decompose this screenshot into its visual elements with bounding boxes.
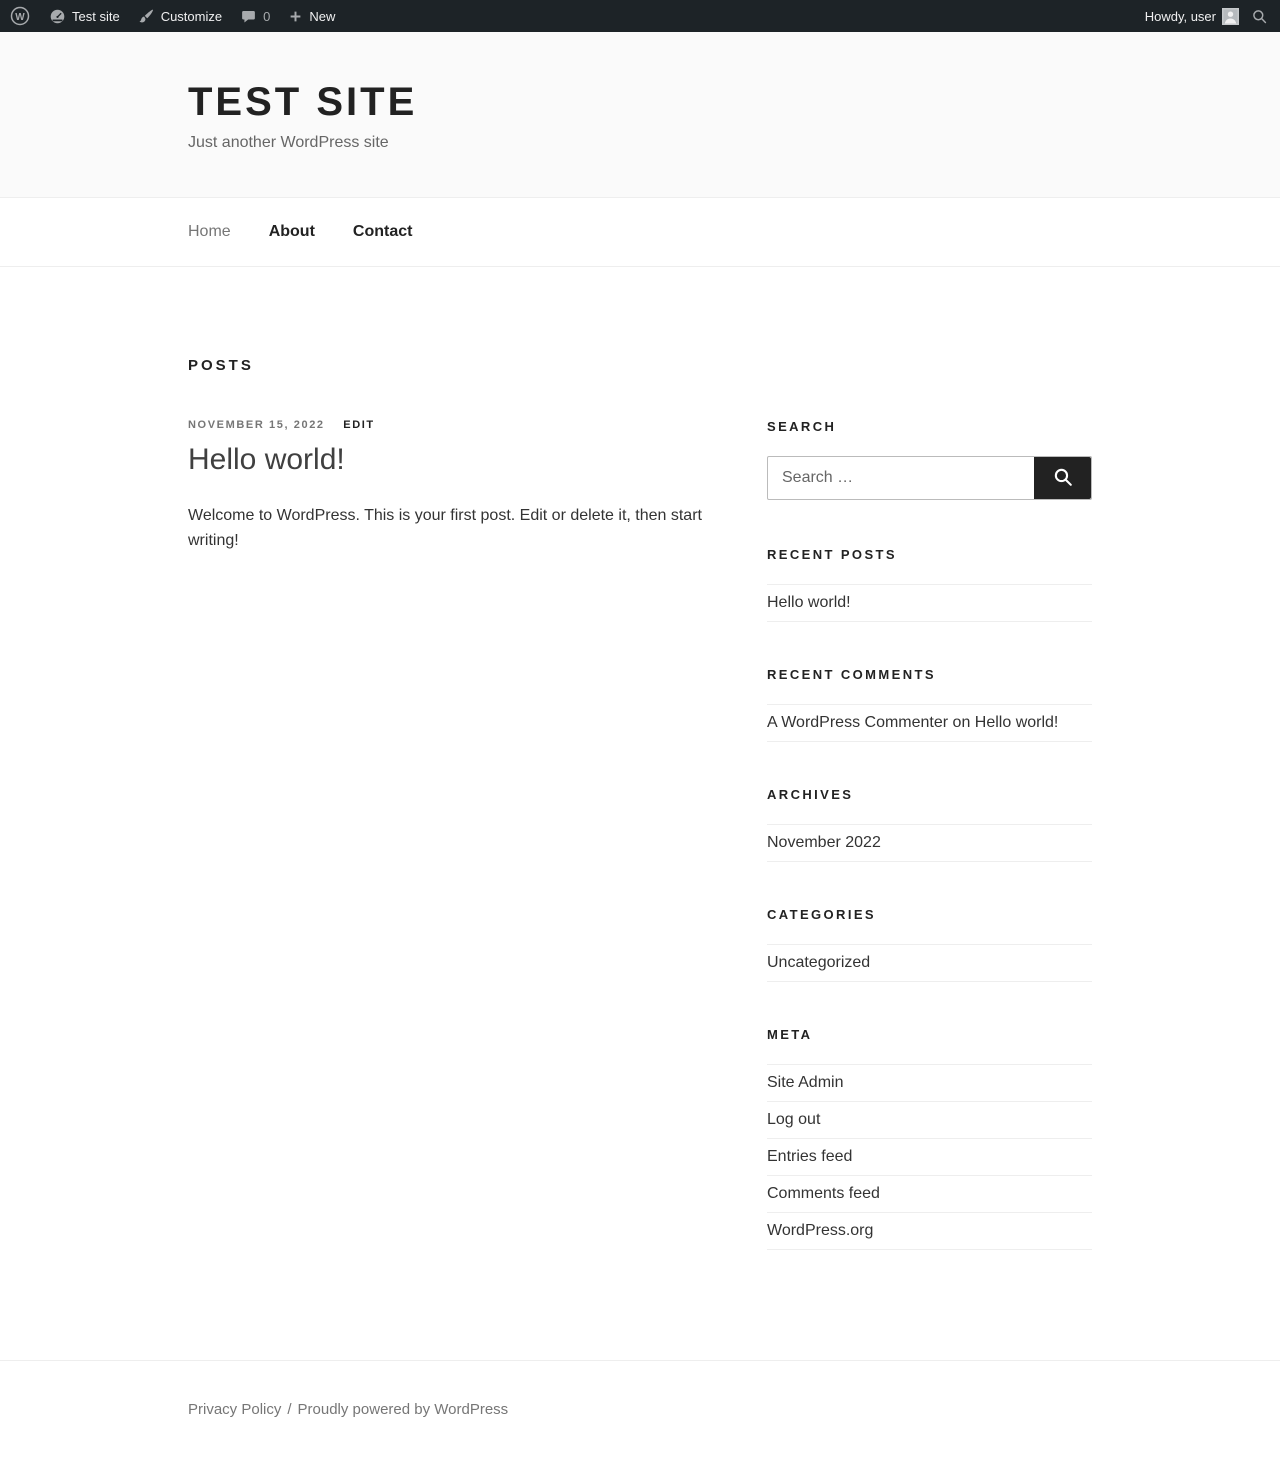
site-name-menu-button[interactable] — [40, 0, 129, 32]
recent-post-link[interactable]: Hello world! — [767, 594, 851, 611]
meta-title: META — [767, 1027, 813, 1042]
search-submit-button[interactable] — [1034, 457, 1091, 499]
post-meta — [188, 420, 712, 431]
archives-widget — [767, 788, 1092, 862]
list-item — [767, 1176, 1092, 1213]
search-widget — [767, 420, 1092, 500]
post-title-link[interactable]: Hello world! — [188, 443, 345, 476]
list-item — [767, 1065, 1092, 1102]
post-edit-link[interactable]: EDIT — [343, 419, 375, 431]
nav-item-home[interactable]: Home — [188, 223, 231, 240]
page-title: POSTS — [188, 357, 254, 374]
search-icon — [1251, 8, 1268, 25]
post-title — [188, 441, 712, 479]
primary-navigation — [0, 197, 1280, 267]
comments-button[interactable] — [231, 0, 279, 32]
categories-widget — [767, 908, 1092, 982]
nav-item-about[interactable]: About — [268, 223, 315, 240]
customize-label: Customize — [160, 8, 223, 24]
meta-comments-feed-link[interactable]: Comments feed — [767, 1185, 880, 1202]
new-label: New — [309, 8, 336, 24]
customize-icon — [138, 8, 155, 25]
category-link[interactable]: Uncategorized — [767, 954, 871, 971]
admin-search-button[interactable] — [1243, 0, 1280, 32]
nav-item-contact[interactable]: Contact — [352, 223, 413, 240]
list-item — [767, 1102, 1092, 1139]
admin-bar-left — [0, 0, 344, 32]
wordpress-menu-button[interactable] — [0, 0, 40, 32]
avatar — [1222, 8, 1239, 25]
recent-posts-title: RECENT POSTS — [767, 547, 897, 562]
recent-comments-widget — [767, 668, 1092, 742]
meta-entries-feed-link[interactable]: Entries feed — [767, 1148, 853, 1165]
meta-wordpress-org-link[interactable]: WordPress.org — [767, 1222, 874, 1239]
list-item — [767, 1213, 1092, 1250]
new-content-button[interactable] — [279, 0, 344, 32]
new-icon — [288, 9, 303, 24]
search-form — [767, 456, 1092, 500]
list-item — [767, 945, 1092, 982]
comment-author-link[interactable]: A WordPress Commenter — [767, 714, 949, 731]
search-widget-title: SEARCH — [767, 419, 837, 434]
svg-text:W: W — [15, 11, 25, 23]
my-account-button[interactable] — [1136, 0, 1243, 32]
post-body: Welcome to WordPress. This is your first post. Edit or delete it, then start writing! — [188, 506, 702, 550]
admin-bar — [0, 0, 1280, 32]
archive-link[interactable]: November 2022 — [767, 834, 881, 851]
main-content — [0, 267, 1280, 1360]
search-icon — [1052, 466, 1074, 491]
powered-by-link[interactable]: Proudly powered by WordPress — [297, 1401, 509, 1418]
list-item — [767, 585, 1092, 622]
archives-title: ARCHIVES — [767, 787, 854, 802]
post-date-link[interactable]: NOVEMBER 15, 2022 — [188, 419, 325, 431]
site-name-label: Test site — [72, 8, 120, 24]
comments-count: 0 — [263, 8, 271, 24]
post-article — [188, 420, 712, 554]
categories-title: CATEGORIES — [767, 907, 876, 922]
privacy-policy-link[interactable]: Privacy Policy — [188, 1401, 282, 1418]
customize-button[interactable] — [129, 0, 231, 32]
site-title — [188, 82, 1092, 122]
howdy-label: Howdy, user — [1144, 8, 1216, 24]
site-header — [0, 32, 1280, 197]
meta-widget — [767, 1028, 1092, 1250]
site-title-link[interactable]: TEST SITE — [188, 80, 418, 124]
site-tagline: Just another WordPress site — [188, 134, 389, 151]
list-item — [767, 825, 1092, 862]
dashboard-icon — [49, 8, 66, 25]
sidebar — [767, 358, 1092, 1250]
wordpress-logo-icon — [10, 6, 30, 26]
comment-connector: on — [948, 714, 975, 731]
admin-bar-right — [1136, 0, 1280, 32]
list-item — [767, 705, 1092, 742]
comment-post-link[interactable]: Hello world! — [974, 714, 1059, 731]
meta-log-out-link[interactable]: Log out — [767, 1111, 821, 1128]
site-footer — [0, 1360, 1280, 1457]
comments-icon — [240, 8, 257, 25]
posts-column — [188, 358, 712, 554]
list-item — [767, 1139, 1092, 1176]
meta-site-admin-link[interactable]: Site Admin — [767, 1074, 844, 1091]
footer-separator: / — [287, 1401, 292, 1418]
recent-posts-widget — [767, 548, 1092, 622]
recent-comments-title: RECENT COMMENTS — [767, 667, 936, 682]
